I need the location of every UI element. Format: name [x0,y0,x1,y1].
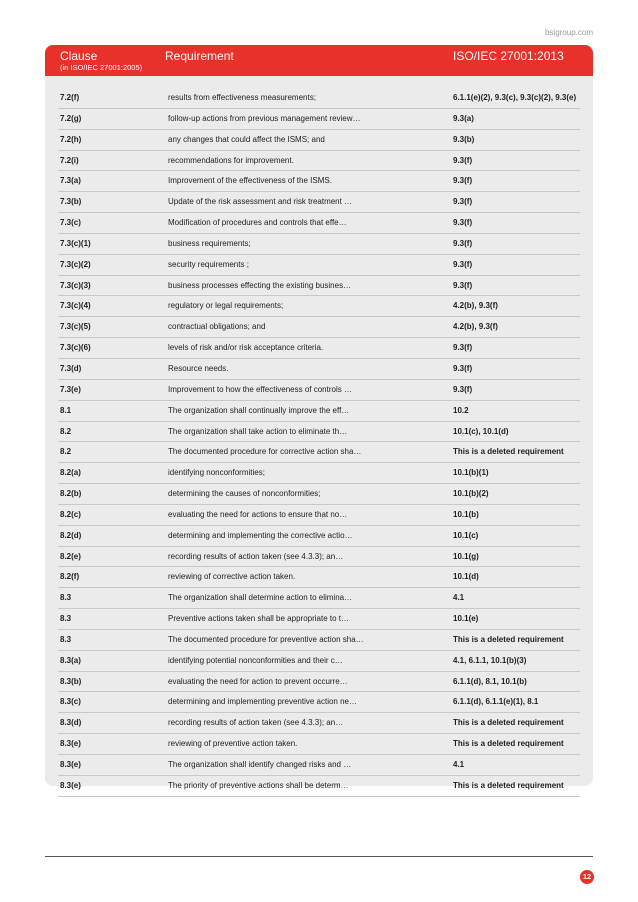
table-row [58,171,580,192]
table-row [58,401,580,422]
clause-cell: 8.2(e) [60,551,81,561]
table-row [58,526,580,547]
clause-cell: 7.2(g) [60,113,82,123]
iso-cell: 10.1(b) [453,509,479,519]
iso-cell: 4.1 [453,760,465,769]
requirement-cell: evaluating the need for action to prevent occurre… [168,676,348,686]
table-row [58,734,580,755]
clause-cell: 8.3(e) [60,760,81,769]
requirement-cell: recording results of action taken (see 4.3.3); an… [168,551,344,561]
requirement-cell: identifying potential nonconformities and their c… [168,655,343,665]
iso-cell: This is a deleted requirement [453,718,564,728]
table-row [58,151,580,172]
requirement-cell: results from effectiveness measurements; [168,93,316,102]
clause-cell: 7.3(c)(3) [60,280,91,290]
clause-cell: 8.3(e) [60,739,81,749]
table-header [45,45,593,76]
table-row [58,713,580,734]
iso-cell: 4.1 [453,593,465,603]
iso-cell: 10.2 [453,405,469,415]
site-url: bsigroup.com [544,28,593,37]
clause-cell: 7.2(h) [60,134,82,144]
clause-cell: 7.3(e) [60,384,81,394]
table-row [58,359,580,380]
table-row [58,109,580,130]
iso-cell: This is a deleted requirement [453,634,564,644]
requirement-cell: The organization shall determine action to elimina… [168,593,353,603]
requirement-cell: reviewing of preventive action taken. [168,739,298,749]
table-row [58,630,580,651]
iso-cell: 10.1(c), 10.1(d) [453,426,509,436]
table-row [58,463,580,484]
iso-cell: 4.2(b), 9.3(f) [453,301,498,311]
requirement-cell: The organization shall take action to eliminate th… [168,426,348,436]
clause-cell: 8.1 [60,405,72,415]
requirement-cell: regulatory or legal requirements; [168,301,284,311]
requirement-cell: reviewing of corrective action taken. [168,572,296,582]
table-row [58,505,580,526]
table-row [58,609,580,630]
clause-cell: 8.3(d) [60,718,82,728]
table-row [58,755,580,776]
clause-cell: 8.3(e) [60,780,81,790]
header-clause: Clause [60,49,98,63]
table-rows [58,88,580,797]
header-requirement: Requirement [165,49,234,63]
table-row [58,317,580,338]
requirement-cell: Preventive actions taken shall be appropriate to t… [168,614,349,624]
header-clause-sub: (in ISO/IEC 27001:2005) [60,63,143,72]
table-row [58,567,580,588]
footer-divider [45,856,593,857]
requirement-cell: Modification of procedures and controls that effe… [168,218,347,228]
clause-cell: 7.2(i) [60,155,79,165]
clause-cell: 8.3 [60,614,72,624]
iso-cell: 10.1(b)(1) [453,468,489,478]
iso-cell: 9.3(f) [453,218,473,228]
clause-cell: 7.3(c)(6) [60,343,91,353]
clause-cell: 8.2 [60,426,72,436]
requirement-cell: The organization shall continually improve the eff… [168,405,350,415]
iso-cell: 9.3(f) [453,155,473,165]
requirement-cell: follow-up actions from previous management review… [168,113,361,123]
clause-cell: 8.2(d) [60,530,82,540]
header-iso: ISO/IEC 27001:2013 [453,49,564,63]
iso-cell: 9.3(f) [453,384,473,394]
iso-cell: 10.1(c) [453,530,479,540]
clause-cell: 8.3(a) [60,655,81,665]
clause-cell: 7.3(d) [60,363,82,373]
clause-cell: 8.3 [60,634,72,644]
requirement-cell: levels of risk and/or risk acceptance criteria. [168,343,324,353]
requirement-cell: The documented procedure for preventive action sha… [168,634,364,644]
iso-cell: 9.3(f) [453,176,473,186]
table-row [58,296,580,317]
iso-cell: This is a deleted requirement [453,780,564,790]
table-row [58,234,580,255]
requirement-cell: identifying nonconformities; [168,468,265,478]
clause-cell: 8.3(b) [60,676,82,686]
clause-cell: 7.3(c)(2) [60,259,91,269]
requirement-cell: determining and implementing preventive action ne… [168,697,357,707]
iso-cell: This is a deleted requirement [453,447,564,457]
table-row [58,672,580,693]
page-number: 12 [580,870,594,884]
requirement-cell: Resource needs. [168,363,229,373]
table-row [58,276,580,297]
requirement-cell: recording results of action taken (see 4.3.3); an… [168,718,344,728]
table-row [58,338,580,359]
iso-cell: 10.1(d) [453,572,479,582]
clause-cell: 8.2 [60,447,72,457]
table-row [58,130,580,151]
clause-cell: 7.3(b) [60,197,82,207]
requirement-cell: security requirements ; [168,259,249,269]
iso-cell: 4.1, 6.1.1, 10.1(b)(3) [453,655,527,665]
iso-cell: 6.1.1(d), 6.1.1(e)(1), 8.1 [453,697,539,707]
table-row [58,380,580,401]
iso-cell: 9.3(f) [453,363,473,373]
iso-cell: 9.3(a) [453,113,474,123]
iso-cell: 4.2(b), 9.3(f) [453,322,498,332]
iso-cell: 10.1(e) [453,614,479,624]
requirement-cell: any changes that could affect the ISMS; and [168,134,325,144]
table-row [58,484,580,505]
clause-cell: 8.2(c) [60,509,81,519]
clause-cell: 8.2(b) [60,489,82,499]
requirement-cell: business requirements; [168,238,251,248]
iso-cell: 9.3(f) [453,280,473,290]
requirement-cell: determining the causes of nonconformities; [168,489,321,499]
requirement-cell: business processes effecting the existing busines… [168,280,352,290]
clause-cell: 7.2(f) [60,93,80,102]
requirement-cell: evaluating the need for actions to ensure that no… [168,509,348,519]
iso-cell: 6.1.1(d), 8.1, 10.1(b) [453,676,527,686]
iso-cell: This is a deleted requirement [453,739,564,749]
requirement-cell: Update of the risk assessment and risk treatment … [168,197,353,207]
iso-cell: 10.1(b)(2) [453,489,489,499]
requirement-cell: determining and implementing the corrective actio… [168,530,353,540]
clause-cell: 7.3(c)(5) [60,322,91,332]
table-row [58,422,580,443]
requirement-cell: contractual obligations; and [168,322,266,332]
table-row [58,651,580,672]
table-row [58,776,580,797]
table-row [58,192,580,213]
requirement-cell: Improvement of the effectiveness of the ISMS. [168,176,332,186]
clause-cell: 8.3 [60,593,72,603]
requirement-cell: The documented procedure for corrective action sha… [168,447,362,457]
table-row [58,213,580,234]
iso-cell: 10.1(g) [453,551,479,561]
table-row [58,88,580,109]
table-row [58,442,580,463]
iso-cell: 9.3(f) [453,197,473,207]
clause-cell: 8.2(a) [60,468,81,478]
requirement-cell: recommendations for improvement. [168,155,294,165]
clause-cell: 7.3(c)(1) [60,238,91,248]
table-row [58,255,580,276]
iso-cell: 9.3(b) [453,134,475,144]
clause-cell: 7.3(a) [60,176,81,186]
iso-cell: 9.3(f) [453,343,473,353]
table-row [58,692,580,713]
iso-cell: 9.3(f) [453,238,473,248]
table-row [58,588,580,609]
clause-cell: 8.3(c) [60,697,81,707]
iso-cell: 6.1.1(e)(2), 9.3(c), 9.3(c)(2), 9.3(e) [453,93,577,102]
iso-cell: 9.3(f) [453,259,473,269]
requirement-cell: Improvement to how the effectiveness of controls … [168,384,352,394]
clause-cell: 7.3(c)(4) [60,301,91,311]
clause-cell: 8.2(f) [60,572,80,582]
requirement-cell: The priority of preventive actions shall be determ… [168,780,349,790]
requirement-cell: The organization shall identify changed risks and … [168,760,352,769]
table-row [58,547,580,568]
clause-cell: 7.3(c) [60,218,81,228]
